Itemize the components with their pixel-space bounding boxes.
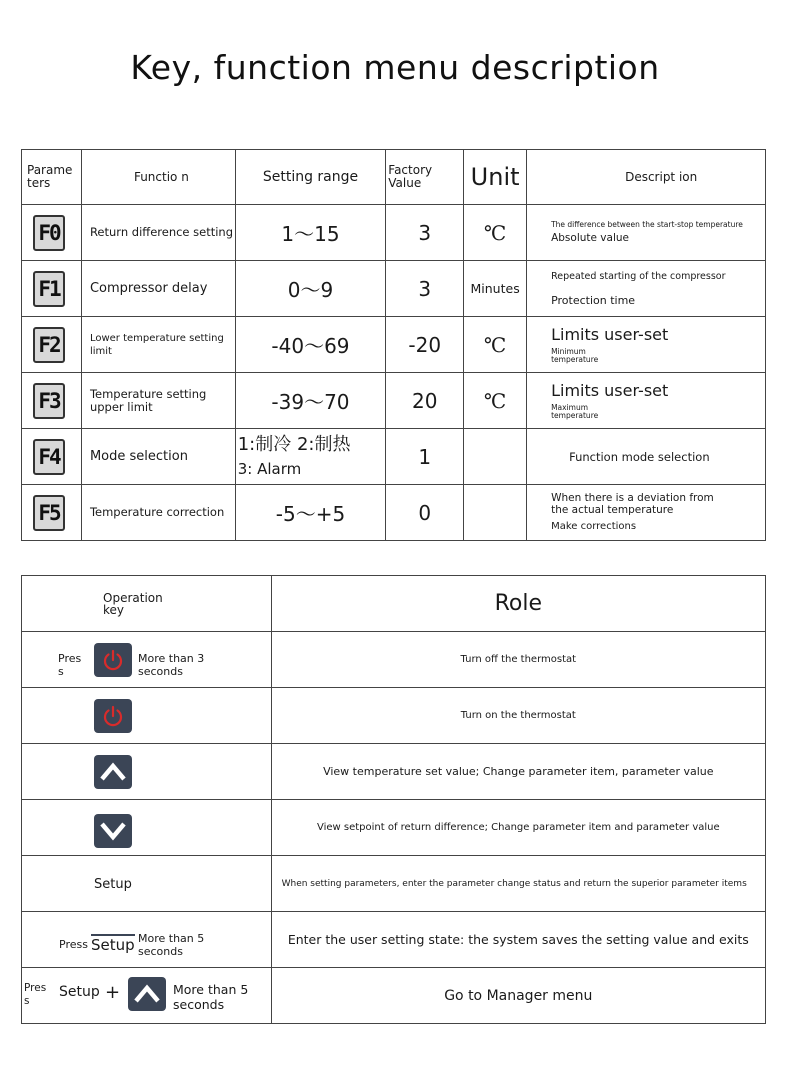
table-row bbox=[22, 968, 766, 1024]
operation-key-cell bbox=[22, 800, 272, 856]
unit-value: ℃ bbox=[464, 317, 527, 373]
table-row bbox=[22, 261, 766, 317]
function-label: Temperature correction bbox=[81, 485, 235, 541]
press-label: Pres s bbox=[58, 652, 82, 678]
power-button[interactable] bbox=[94, 643, 132, 677]
setting-range bbox=[235, 429, 386, 485]
description bbox=[527, 317, 766, 373]
function-label: Return difference setting bbox=[81, 205, 235, 261]
power-button[interactable] bbox=[94, 699, 132, 733]
factory-value: 0 bbox=[386, 485, 464, 541]
duration-label: More than 5 seconds bbox=[138, 932, 205, 958]
description-main: Make corrections bbox=[551, 521, 637, 532]
factory-value: 1 bbox=[386, 429, 464, 485]
description-note: Minimum temperature bbox=[551, 347, 599, 364]
factory-value: 20 bbox=[386, 373, 464, 429]
setup-key-label[interactable]: Setup bbox=[94, 877, 132, 892]
operation-key-table bbox=[21, 575, 766, 1024]
operation-header-row bbox=[22, 576, 766, 632]
table-row bbox=[22, 205, 766, 261]
description: Function mode selection bbox=[527, 429, 766, 485]
table-row bbox=[22, 856, 766, 912]
role-description: When setting parameters, enter the parameter change status and return the superior parameter items bbox=[271, 856, 765, 912]
function-label: Mode selection bbox=[81, 429, 235, 485]
up-arrow-icon bbox=[100, 761, 126, 783]
table-row bbox=[22, 373, 766, 429]
table-row bbox=[22, 485, 766, 541]
up-button[interactable] bbox=[94, 755, 132, 789]
description-note: Repeated starting of the compressor bbox=[551, 270, 726, 282]
header-role: Role bbox=[271, 576, 765, 632]
setting-range: -5～+5 bbox=[235, 485, 386, 541]
description bbox=[527, 205, 766, 261]
function-label: Compressor delay bbox=[81, 261, 235, 317]
duration-label: More than 5 seconds bbox=[173, 982, 249, 1012]
code-f0: F0 bbox=[33, 215, 65, 251]
power-icon bbox=[101, 648, 125, 672]
header-setting-range: Setting range bbox=[235, 150, 386, 205]
page-title: Key, function menu description bbox=[130, 48, 660, 87]
operation-key-cell bbox=[22, 912, 272, 968]
table-row bbox=[22, 744, 766, 800]
table-row bbox=[22, 688, 766, 744]
setting-range: 1～15 bbox=[235, 205, 386, 261]
press-label: Pres s bbox=[24, 982, 47, 1007]
factory-value: 3 bbox=[386, 261, 464, 317]
code-f4: F4 bbox=[33, 439, 65, 475]
setting-range: -40～69 bbox=[235, 317, 386, 373]
setup-key-label[interactable]: Setup bbox=[59, 984, 100, 1000]
press-label: Press bbox=[59, 938, 88, 951]
description-main: Limits user-set bbox=[551, 325, 669, 344]
mode-alarm: 3: Alarm bbox=[237, 459, 302, 478]
function-label: Temperature setting upper limit bbox=[81, 373, 235, 429]
role-description: Go to Manager menu bbox=[271, 968, 765, 1024]
unit-value bbox=[464, 485, 527, 541]
description-note: The difference between the start-stop temperature bbox=[551, 220, 743, 229]
header-parameters: Parame ters bbox=[22, 150, 82, 205]
description bbox=[527, 373, 766, 429]
role-description: Turn on the thermostat bbox=[271, 688, 765, 744]
table-row bbox=[22, 632, 766, 688]
role-description: View temperature set value; Change parameter item, parameter value bbox=[271, 744, 765, 800]
down-button[interactable] bbox=[94, 814, 132, 848]
operation-key-label: Operation key bbox=[103, 590, 163, 617]
description bbox=[527, 485, 766, 541]
table-row bbox=[22, 317, 766, 373]
header-operation-key bbox=[22, 576, 272, 632]
up-button[interactable] bbox=[128, 977, 166, 1011]
up-arrow-icon bbox=[134, 983, 160, 1005]
setup-key-label[interactable]: Setup bbox=[91, 936, 135, 954]
operation-key-cell bbox=[22, 744, 272, 800]
factory-value: 3 bbox=[386, 205, 464, 261]
duration-label: More than 3 seconds bbox=[138, 652, 205, 678]
operation-key-cell bbox=[22, 632, 272, 688]
code-f2: F2 bbox=[33, 327, 65, 363]
parameter-header-row bbox=[22, 150, 766, 205]
role-description: Enter the user setting state: the system saves the setting value and exits bbox=[271, 912, 765, 968]
mode-options: 1:制冷 2:制热 bbox=[237, 433, 351, 455]
factory-value: -20 bbox=[386, 317, 464, 373]
power-icon bbox=[101, 704, 125, 728]
code-f3: F3 bbox=[33, 383, 65, 419]
unit-value: Minutes bbox=[464, 261, 527, 317]
table-row bbox=[22, 800, 766, 856]
plus-sign: + bbox=[105, 982, 121, 1003]
description-note: Maximum temperature bbox=[551, 403, 599, 420]
down-arrow-icon bbox=[100, 820, 126, 842]
description bbox=[527, 261, 766, 317]
parameter-table bbox=[21, 149, 766, 541]
header-function: Functio n bbox=[81, 150, 235, 205]
setting-range: 0～9 bbox=[235, 261, 386, 317]
description-main: Absolute value bbox=[551, 232, 629, 244]
description-main: Limits user-set bbox=[551, 381, 669, 400]
operation-key-cell bbox=[22, 968, 272, 1024]
description-main: Protection time bbox=[551, 293, 636, 307]
header-description: Descript ion bbox=[527, 150, 766, 205]
code-f1: F1 bbox=[33, 271, 65, 307]
operation-key-cell bbox=[22, 688, 272, 744]
role-description: Turn off the thermostat bbox=[271, 632, 765, 688]
code-f5: F5 bbox=[33, 495, 65, 531]
unit-value bbox=[464, 429, 527, 485]
table-row bbox=[22, 429, 766, 485]
header-unit: Unit bbox=[464, 150, 527, 205]
unit-value: ℃ bbox=[464, 373, 527, 429]
header-factory-value: Factory Value bbox=[386, 150, 464, 205]
setting-range: -39～70 bbox=[235, 373, 386, 429]
function-label: Lower temperature setting limit bbox=[81, 317, 235, 373]
operation-key-cell bbox=[22, 856, 272, 912]
unit-value: ℃ bbox=[464, 205, 527, 261]
table-row bbox=[22, 912, 766, 968]
description-note: When there is a deviation from the actual temperature bbox=[551, 492, 714, 516]
role-description: View setpoint of return difference; Change parameter item and parameter value bbox=[271, 800, 765, 856]
